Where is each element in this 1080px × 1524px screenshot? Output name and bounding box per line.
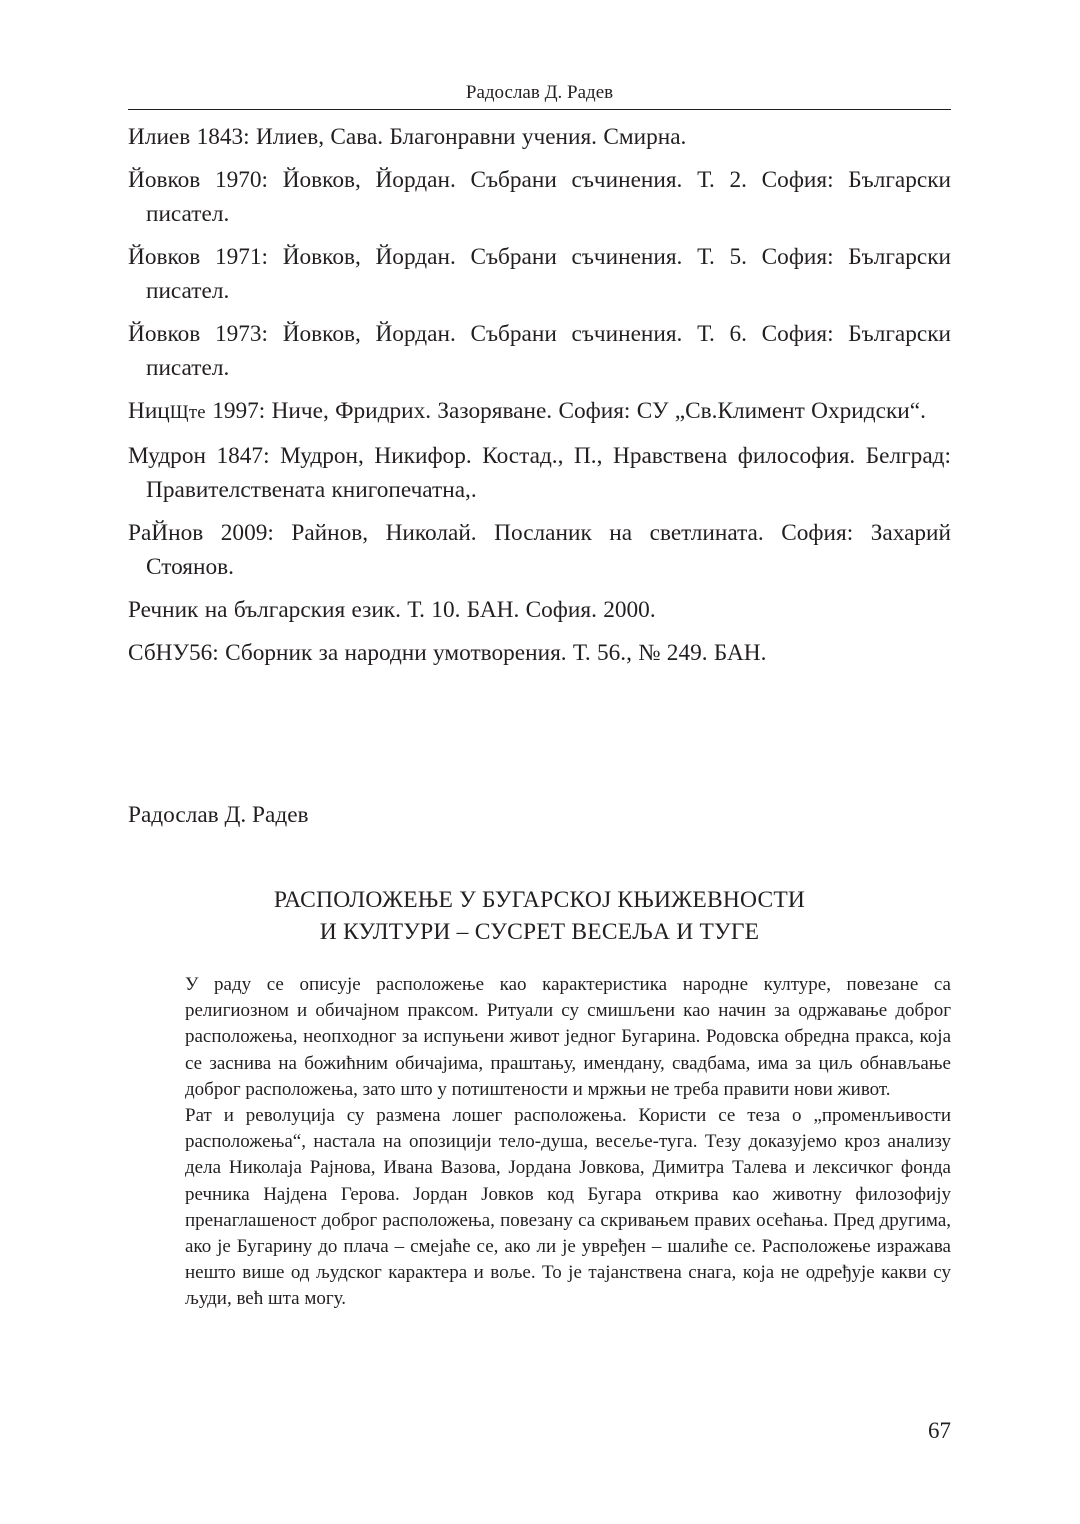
reference-key: НицЩте: [128, 398, 206, 424]
reference-entry: Мудрон 1847: Мудрон, Никифор. Костад., П., Нравствена философия. Белград: Правителствената книгопечатна,.: [128, 443, 951, 503]
reference-entry: Илиев 1843: Илиев, Сава. Благонравни учения. Смирна.: [128, 124, 687, 150]
title-line: РАСПОЛОЖЕЊЕ У БУГАРСКОЈ КЊИЖЕВНОСТИ: [273, 887, 806, 913]
reference-key: Мудрон: [128, 443, 206, 469]
reference-list: [128, 120, 951, 679]
reference-entry: Йовков 1971: Йовков, Йордан. Събрани съчинения. Т. 5. София: Български писател.: [128, 244, 951, 304]
abstract-paragraph: Рат и револуција су размена лошег расположења. Користи се теза о „променљивости расположења“, настала на опозицији тело-душа, весеље-туга. Тезу доказујемо кроз анализу дела Николаја Рајнова, Ивана Вазова, Јордана Јовкова, Димитра Талева и лексичког фонда речника Најдена Герова. Јордан Јовков код Бугара открива као животну филозофију пренаглашеност доброг расположења, повезану са скривањем правих осећања. Пред другима, ако је Бугарину до плача – смејаће се, ако ли је увређен – шалиће се. Расположење изражава нешто више од људског карактера и воље. То је тајанствена снага, која не одређује какви су људи, већ шта могу.: [185, 1105, 951, 1310]
reference-entry: РаЙнов 2009: Райнов, Николай. Посланик на светлината. София: Захарий Стоянов.: [128, 520, 951, 580]
header-rule: [128, 109, 951, 110]
abstract-paragraph: У раду се описује расположење као карактеристика народне културе, повезане са религиозном и обичајном праксом. Ритуали су смишљени као начин за одржавање доброг расположења, неопходног за испуњени живот једног Бугарина. Родовска обредна пракса, која се заснива на божићним обичајима, праштању, имендану, свадбама, има за циљ обнављање доброг расположења, зато што у потиштености и мржњи не треба правити нови живот.: [185, 974, 951, 1100]
reference-entry: СбНУ56: Сборник за народни умотворения. Т. 56., № 249. БАН.: [128, 640, 767, 666]
running-head: Радослав Д. Радев: [465, 82, 614, 103]
reference-entry: Йовков 1973: Йовков, Йордан. Събрани съчинения. Т. 6. София: Български писател.: [128, 321, 951, 381]
abstract: [185, 972, 951, 1313]
reference-entry: Йовков 1970: Йовков, Йордан. Събрани съчинения. Т. 2. София: Български писател.: [128, 167, 951, 227]
reference-key: Илиев: [128, 124, 191, 150]
reference-key: Йовков: [128, 167, 201, 193]
article-title: [128, 884, 951, 948]
document-page: [128, 0, 951, 1524]
reference-key: РаЙнов: [128, 520, 204, 546]
title-line: И КУЛТУРИ – СУСРЕТ ВЕСЕЉА И ТУГЕ: [319, 919, 760, 945]
reference-key: Йовков: [128, 321, 201, 347]
reference-entry: Речник на българския език. Т. 10. БАН. София. 2000.: [128, 597, 656, 623]
page-number: 67: [928, 1418, 951, 1443]
reference-entry: НицЩте 1997: Ниче, Фридрих. Зазоряване. София: СУ „Св.Климент Охридски“.: [128, 398, 926, 424]
article-author: Радослав Д. Радев: [128, 802, 309, 828]
reference-key: Йовков: [128, 244, 201, 270]
